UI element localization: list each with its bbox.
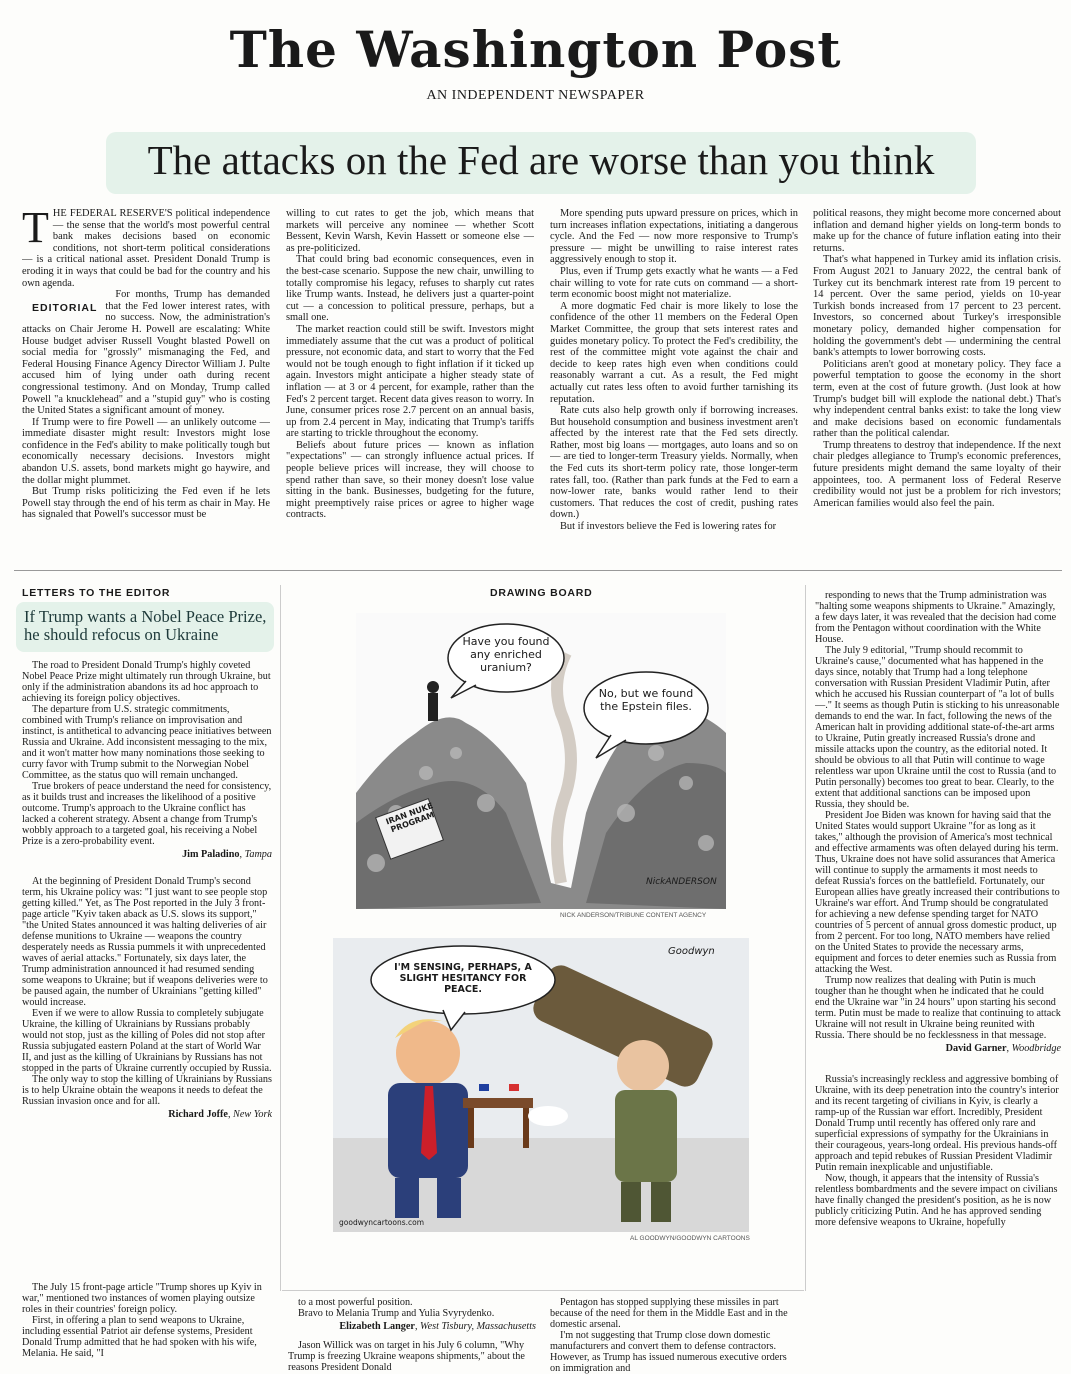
paragraph: Trump now realizes that dealing with Putin is much tougher than he thought when he indicated that he could end the Ukraine war "in 24 hours" upon starting his second term. Putin must be made to realize that continuing to attack Ukraine will not result in Ukraine being reunited with Russia. There should be no fecklessness in that message. xyxy=(815,975,1061,1041)
paragraph: First, in offering a plan to send weapons to Ukraine, including essential Patriot air defense systems, President Donald Trump admitted that he had spoken with his wife, Melania. He said, "I xyxy=(22,1315,257,1359)
paragraph: The July 15 front-page article "Trump shores up Kyiv in war," mentioned two instances of women playing outsize roles in their countries' foreign policy. xyxy=(22,1282,262,1315)
editorial-column-1 xyxy=(22,208,270,554)
paragraph: But if investors believe the Fed is lowering rates for xyxy=(560,521,777,533)
editorial-column-3 xyxy=(550,208,798,554)
paragraph: At the beginning of President Donald Trump's second term, his Ukraine policy was: "I just want to see people stop getting killed." Yet, as The Post reported in the July 3 front-page article "Kyiv taken aback as U.S. slows its support," "the United States announced it was halting deliveries of air defense munitions to Ukraine — weapons the country desperately needs as Russia pummels it with unprecedented waves of aerial attacks." Fortunately, six days later, the Trump administration announced it had resumed sending some weapons to Ukraine; but if weapons deliveries were to be paused again, the number of Ukrainians "getting killed" would increase. xyxy=(22,876,268,1008)
smoke-column xyxy=(557,653,571,883)
paragraph: Beliefs about future prices — known as inflation "expectations" — can strongly influence actual prices. If people believe prices will increase, they will choose to spend rather than save, so their money doesn't lose value sitting in the bank. Businesses, budgeting for the future, might preemptively raise prices or agree to higher wage contracts. xyxy=(286,439,534,521)
cartoon-signature: Goodwyn xyxy=(668,946,715,957)
cartoon-site: goodwyncartoons.com xyxy=(339,1218,425,1227)
paragraph: The July 9 editorial, "Trump should recommit to Ukraine's cause," documented what has happened in the days since, notably that Trump had a long telephone conversation with Russian President Vladimir Putin, after which he accused his Russian counterpart of "a lot of bulls—." It seems as though Putin is sticking to his unreasonable demands to end the war. In fact, following the news of the American halt in providing additional state-of-the-art arms to Ukraine, Putin greatly increased Russia's drone and missile attacks upon the country, as the editorial noted. It should be obvious to all that Putin will continue to wage relentless war upon Ukraine until the cost to Russia (and to Putin personally) becomes too great to bear. Clearly, to the extent that additional sanctions can be imposed upon Russia, they should be. xyxy=(815,645,1060,810)
paragraph: to a most powerful position. xyxy=(298,1297,413,1308)
cartoon-signature: NickANDERSON xyxy=(646,877,717,887)
cartoon-bottom-rule xyxy=(282,1290,804,1291)
editorial-column-4 xyxy=(813,208,1061,554)
paragraph: The only way to stop the killing of Ukrainians by Russians is to help Ukraine obtain the weapons it needs to defeat the Russian invasion once and for all. xyxy=(22,1074,272,1107)
paragraph: HE FEDERAL RESERVE'S political independence — the sense that the world's most powerful central bank makes decisions based on economic conditions, not short-term political considerations — is a critical national asset. President Donald Trump is eroding it in ways that could be bad for the country and his own agenda. xyxy=(22,208,270,289)
paragraph: The market reaction could still be swift. Investors might immediately assume that the cut was a product of political pressure, not economic data, and start to worry that the Fed would not be tough enough to fight inflation if it ticked up again. Investors might anticipate a higher steady state of inflation — at 3 or 4 percent, for example, rather than the Fed's 2 percent target. Recent data gives reason to worry. In June, consumer prices rose 2.7 percent on an annual basis, up from 2.4 percent in May, indicating that Trump's tariffs are starting to trickle throughout the economy. xyxy=(286,323,534,440)
column-rule xyxy=(280,585,281,1291)
letters-section-label: LETTERS TO THE EDITOR xyxy=(22,587,171,599)
editorial-headline: The attacks on the Fed are worse than you think xyxy=(147,137,935,183)
paragraph: But Trump risks politicizing the Fed even if he lets Powell stay through the end of his term as chair in May. He has signaled that Powell's successor must be xyxy=(22,486,270,521)
putin-head xyxy=(617,1040,669,1092)
letter-signature: Elizabeth Langer, West Tisbury, Massachusetts xyxy=(339,1321,536,1332)
paragraph: Even if we were to allow Russia to completely subjugate Ukraine, the killing of Ukrainians by Russians probably would not stop, just as the killing of Poles did not stop after Russia subjugated eastern Poland at the start of World War II, and just as the killing of Ukrainians by Russians has not stopped in the parts of Ukraine currently occupied by Russia. xyxy=(22,1008,272,1074)
paragraph: That could bring bad economic consequences, even in the best-case scenario. Suppose the new chair, unwilling to totally compromise his legacy, refuses to sharply cut rates like Trump wants. Instead, he delivers just a quarter-point cut — a concession to political pressure, perhaps, but a small one. xyxy=(286,254,534,324)
cartoon-epstein-files xyxy=(356,613,726,909)
paragraph: The road to President Donald Trump's highly coveted Nobel Peace Prize might ultimately run through Ukraine, but only if the administration abandons its ad hoc approach to achieving its foreign policy objectives. xyxy=(22,660,271,704)
letter-signature: Richard Joffe, New York xyxy=(168,1109,272,1120)
paragraph: That's what happened in Turkey amid its inflation crisis. From August 2021 to January 2022, the central bank of Turkey cut its benchmark interest rate from 19 percent to 14 percent. Over the same period, yields on 10-year Turkish bonds increased from 17 percent to 23 percent. Investors, so concerned about Turkey's irresponsible monetary policy, demanded higher compensation for holding the government's debt — undermining the central bank's attempts to lower borrowing costs. xyxy=(813,254,1061,359)
editorial-label: EDITORIAL xyxy=(32,302,98,315)
bubble-text-answer: No, but we found the Epstein files. xyxy=(598,687,694,713)
bubble-text-question: Have you found any enriched uranium? xyxy=(462,635,550,674)
paragraph: responding to news that the Trump administration was "halting some weapons shipments to Ukraine." Amazingly, a few days later, it was revealed that the decision had come from the Pentagon without coordination with the White House. xyxy=(815,590,1057,645)
paragraph: political reasons, they might become more concerned about inflation and demand higher yields on long-term bonds to make up for the chance of future inflation eating into their returns. xyxy=(813,208,1061,254)
sign-text: IRAN NUKE PROGRAM xyxy=(384,801,436,835)
paragraph: More spending puts upward pressure on prices, which in turn increases inflation expectations, initiating a dangerous cycle. And the Fed — now more responsive to Trump's pressure — might be unwilling to raise interest rates aggressively enough to stop it. xyxy=(550,208,798,266)
column-rule xyxy=(805,585,806,1291)
editorial-column-2 xyxy=(286,208,534,554)
cartoon-credit: NICK ANDERSON/TRIBUNE CONTENT AGENCY xyxy=(560,912,707,919)
letter-signature: Jim Paladino, Tampa xyxy=(182,849,272,860)
desk xyxy=(463,1098,533,1108)
letters-column-3-bottom xyxy=(550,1297,798,1374)
dropcap: T xyxy=(22,208,49,252)
letters-column-2-bottom xyxy=(288,1297,536,1374)
paragraph: If Trump were to fire Powell — an unlikely outcome — immediate disaster might result: Investors might lose confidence in the Fed's ability to make politically tough but economically necessary decisions. Investors might abandon U.S. assets, bond markets might go haywire, and the dollar might plummet. xyxy=(22,416,270,486)
letters-column-1 xyxy=(22,660,272,1264)
cartoon-peace-hesitancy xyxy=(333,938,749,1232)
paragraph: Pentagon has stopped supplying these missiles in part because of the need for them in the Middle East and in the domestic arsenal. xyxy=(550,1297,788,1330)
paragraph: A more dogmatic Fed chair is more likely to lose the confidence of the other 11 members on the Federal Open Market Committee, the group that sets interest rates and guides monetary policy. To protect the Fed's credibility, the rest of the committee might vote against the chair and decide to keep rates high even when conditions could reasonably warrant a cut. As a result, the Fed might actually cut rates less often to avoid further tarnishing its reputation. xyxy=(550,300,798,405)
paragraph: EDITORIAL For months, Trump has demanded that the Fed lower interest rates, with no success. Now, the administration's attacks on Chair Jerome H. Powell are escalating: White House budget adviser Russell Vought blasted Powell on social media for "grossly" mismanaging the Fed, and Federal Housing Finance Agency Director William J. Pulte accused him of lying under oath during recent congressional testimony. And on Monday, Trump called Powell "a knucklehead" and a "stupid guy" who is costing the United States a significant amount of money. xyxy=(22,289,270,417)
letter-headline: If Trump wants a Nobel Peace Prize, he should refocus on Ukraine xyxy=(24,607,267,644)
paragraph: Now, though, it appears that the intensity of Russia's relentless bombardments and the severe impact on civilians have finally changed the president's position, as he is now publicly criticizing Putin. And he has approved sending more defensive weapons to Ukraine, hopefully xyxy=(815,1173,1058,1228)
paragraph: President Joe Biden was known for having said that the United States would support Ukraine "for as long as it takes," although the provision of America's most technical and effective armaments was often delayed during his term. Thus, Ukraine does not have solid assurances that America will continue to supply the armaments it most needs to defeat Russia's forces on the battlefield. Fortunately, our European allies have greatly increased their contributions to Ukraine's war effort. And Trump should be congratulated for achieving a new defense spending target for NATO countries of 5 percent of annual gross domestic product, up from 2 percent. For too long, NATO members have relied on the United States to provide the necessary arms, equipment and forces to deter enemies such as Russia from attacking the West. xyxy=(815,810,1060,975)
masthead-tagline: AN INDEPENDENT NEWSPAPER xyxy=(426,88,645,103)
paragraph: willing to cut rates to get the job, which means that markets will perceive any nominee — whether Scott Bessent, Kevin Warsh, Kevin Hassett or someone else — as pre-politicized. xyxy=(286,208,534,254)
putin-uniform xyxy=(615,1090,677,1182)
paragraph: Jason Willick was on target in his July 6 column, "Why Trump is freezing Ukraine weapons shipments," about the reasons President Donald xyxy=(288,1340,525,1373)
figure-on-rubble xyxy=(428,693,438,721)
paragraph: I'm not suggesting that Trump close down domestic manufacturers and convert them to defense contractors. However, as Trump has issued numerous executive orders on immigration and xyxy=(550,1330,787,1374)
letters-column-right xyxy=(815,590,1061,1374)
drawing-board-label: DRAWING BOARD xyxy=(490,587,593,599)
paragraph: The departure from U.S. strategic commitments, combined with Trump's reliance on improvisation and instinct, is antithetical to advancing peace initiatives between Russia and Ukraine. Add inconsistent messaging to the mix, and it won't matter how many nominations those seeking to curry favor with Trump submit to the Norwegian Nobel Committee, as the status quo will remain unchanged. xyxy=(22,704,272,781)
paragraph: True brokers of peace understand the need for consistency, as it builds trust and increases the likelihood of a positive outcome. Trump's approach to the Ukraine conflict has lacked a coherent strategy. Absent a change from Trump's wobbly approach to a targeted goal, his receiving a Nobel Prize is a zero-probability event. xyxy=(22,781,272,847)
cartoon-credit: AL GOODWYN/GOODWYN CARTOONS xyxy=(630,1235,750,1242)
paragraph: Bravo to Melania Trump and Yulia Svyrydenko. xyxy=(298,1308,495,1319)
paragraph: Rate cuts also help growth only if borrowing increases. But household consumption and business investment aren't affected by the interest rate that the Fed sets directly. Rather, most big loans — mortgages, auto loans and so on — are tied to longer-term Treasury yields. Normally, when the Fed cuts its short-term policy rate, those longer-term rates fall, too. (Rather than park funds at the Fed to earn a now-lower rate, banks would rather lend to their customers. That reduces the cost of credit, pushing rates down.) xyxy=(550,405,798,521)
paragraph: Politicians aren't good at monetary policy. They face a powerful temptation to goose the economy in the short term, even at the cost of future growth. (Just look at how Trump's budget bill will explode the national debt.) That's why independent central banks exist: to take the long view and make decisions based on economic fundamentals rather than the political calendar. xyxy=(813,358,1061,440)
letters-column-1-bottom xyxy=(22,1282,272,1372)
bubble-text: I'M SENSING, PERHAPS, A SLIGHT HESITANCY FOR PEACE. xyxy=(394,962,532,995)
paragraph: Plus, even if Trump gets exactly what he wants — a Fed chair willing to vote for rate cuts on command — a short-term economic boost might not materialize. xyxy=(550,265,798,301)
dove xyxy=(528,1106,568,1126)
masthead-title: The Washington Post xyxy=(229,20,842,79)
section-divider xyxy=(14,570,1062,571)
letter-signature: David Garner, Woodbridge xyxy=(945,1043,1061,1054)
paragraph: Russia's increasingly reckless and aggressive bombing of Ukraine, with its deep penetration into the country's interior and its recent targeting of civilians in Kyiv, is clearly a ramp-up of the Russian war effort. Incredibly, President Donald Trump until recently has offered only rare and superficial expressions of sympathy for the Ukrainians in their courageous, years-long ordeal. His previous hands-off approach and tepid rebukes of Russian President Vladimir Putin remain inexplicable and unjustifiable. xyxy=(815,1074,1059,1173)
paragraph: Trump threatens to destroy that independence. If the next chair pledges allegiance to Trump's economic preferences, future presidents might demand the same loyalty of their appointees, too. A permanent loss of Federal Reserve credibility would not just be a problem for rich investors; American families would also feel the pain. xyxy=(813,439,1061,509)
